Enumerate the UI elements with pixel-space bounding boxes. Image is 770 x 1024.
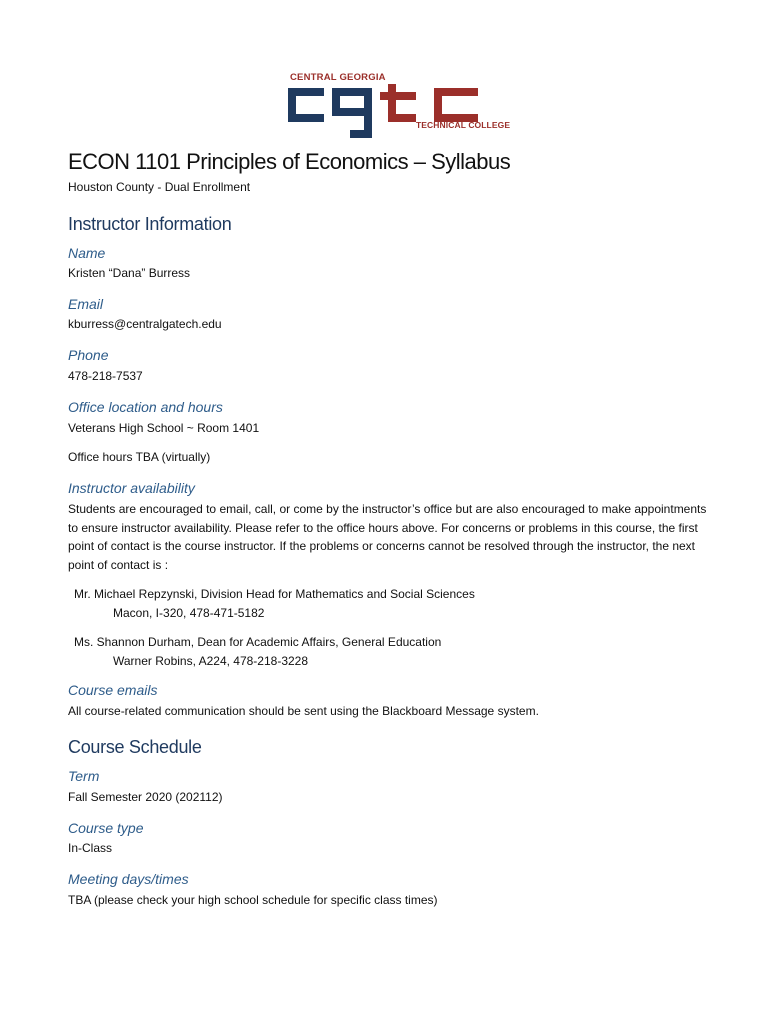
phone-label: Phone: [68, 347, 109, 363]
contact-line: Mr. Michael Repzynski, Division Head for Mathematics and Social Sciences: [74, 587, 475, 601]
document-title: ECON 1101 Principles of Economics – Syllabus: [68, 149, 511, 174]
term-label: Term: [68, 768, 100, 784]
availability-label: Instructor availability: [68, 480, 195, 496]
course-emails-text: All course-related communication should be sent using the Blackboard Message system.: [68, 704, 539, 718]
meeting-value: TBA (please check your high school schedule for specific class times): [68, 893, 438, 907]
contact-division-head: [74, 585, 475, 622]
contact-dean: [74, 633, 441, 670]
course-type-label: Course type: [68, 820, 144, 836]
instructor-phone: 478-218-7537: [68, 369, 143, 383]
course-type-value: In-Class: [68, 841, 113, 855]
instructor-email: kburress@centralgatech.edu: [68, 317, 222, 331]
schedule-heading: Course Schedule: [68, 737, 202, 757]
logo-bottom-text: TECHNICAL COLLEGE: [416, 120, 511, 130]
office-hours: Office hours TBA (virtually): [68, 450, 211, 464]
course-emails-label: Course emails: [68, 682, 158, 698]
logo-top-text: CENTRAL GEORGIA: [290, 72, 386, 83]
college-logo: [288, 72, 511, 138]
instructor-name: Kristen “Dana” Burress: [68, 266, 191, 280]
name-label: Name: [68, 245, 106, 261]
email-label: Email: [68, 296, 104, 312]
availability-text: Students are encouraged to email, call, or come by the instructor’s office but are also encouraged to make appointments to ensure instructor availability. Please refer to the office hours above. For concerns or problems in this course, the first point of contact is the course instructor. If the problems or concerns cannot be resolved through the instructor, the next point of contact is :: [68, 502, 707, 573]
contact-location: Warner Robins, A224, 478-218-3228: [113, 653, 309, 668]
office-location: Veterans High School ~ Room 1401: [68, 421, 260, 435]
term-value: Fall Semester 2020 (202112): [68, 790, 223, 804]
instructor-heading: Instructor Information: [68, 214, 232, 234]
contact-line: Ms. Shannon Durham, Dean for Academic Affairs, General Education: [74, 635, 442, 649]
meeting-label: Meeting days/times: [68, 871, 189, 887]
office-label: Office location and hours: [68, 399, 223, 415]
contact-location: Macon, I-320, 478-471-5182: [113, 605, 265, 620]
document-subtitle: Houston County - Dual Enrollment: [68, 180, 251, 194]
